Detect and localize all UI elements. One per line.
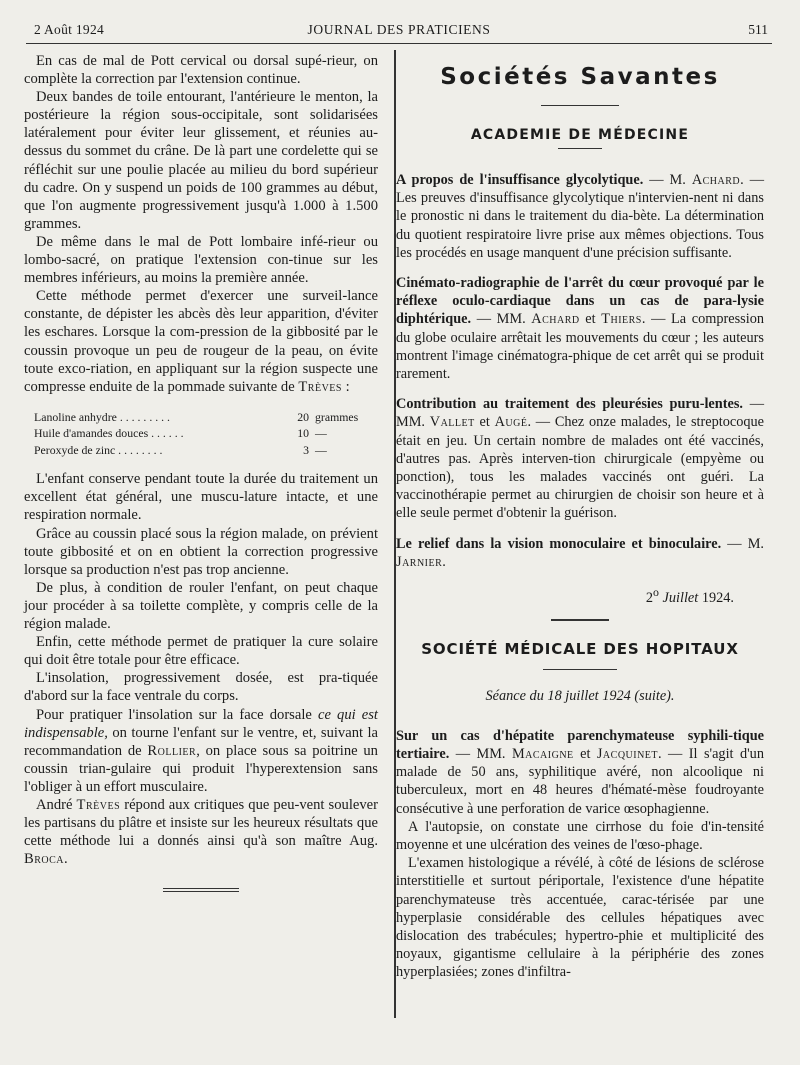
author-name: Trèves (76, 796, 121, 813)
italic-text: ce qui est indispensable, (24, 706, 378, 741)
paragraph-text: , on place sous sa poitrine un coussin trian-gulaire qui produit l'hyperextension sans l'obliger à un effort musculaire. (24, 742, 378, 795)
author-name: Achard (531, 311, 580, 328)
left-column (24, 52, 378, 892)
section-separator (551, 619, 609, 621)
paragraph: L'insolation, progressivement dosée, est pra-tiquée d'abord sur la face ventrale du corps. (24, 670, 378, 705)
author-name: Jarnier (396, 553, 443, 570)
right-column (396, 62, 764, 982)
paragraph-text: : (341, 378, 350, 395)
paragraph-text: André (36, 796, 77, 813)
author-name: Rollier (147, 742, 197, 759)
formula-row (34, 442, 374, 459)
paragraph: L'enfant conserve pendant toute la durée du traitement un excellent état général, une muscu-lature intacte, et une respiration normale. (24, 471, 378, 524)
seance-line: Séance du 18 juillet 1924 (suite). (485, 687, 675, 704)
header-date: 2 Août 1924 (34, 22, 105, 37)
paragraph-text: Pour pratiquer l'insolation sur la face dorsale (36, 706, 312, 723)
article-text: — M. (643, 172, 692, 188)
ingredient-unit: — (315, 442, 327, 457)
ointment-formula (34, 409, 374, 459)
article-text: . — Les preuves d'insuffisance glycolytique n'intervien-nent ni dans le pronostic ni dans le traitement du dia-bète. La détermination du quotient respiratoire livre prise aux mêmes objections. Tous les procédés en usage manquent d'une précision suffisante. (396, 172, 765, 261)
ingredient-quantity: 20 (297, 409, 309, 424)
author-name: Augé (494, 414, 528, 431)
article-text: — MM. (471, 311, 532, 328)
section-rule (543, 669, 617, 670)
paragraph: A l'autopsie, on constate une cirrhose du foie d'in-tensité moyenne et une ulcération des veines de l'œso-phage. (396, 818, 764, 854)
author-name: Trèves (298, 378, 342, 395)
article-text: . — Il s'agit d'un malade de 50 ans, syphilitique avéré, non alcoolique ni tuberculeux, mort en 48 heures d'hématé-mèse foudroyante consécutive à une perforation de varice œsophagienne. (396, 746, 764, 817)
author-name: Broca (24, 851, 65, 868)
article-text: — M. (721, 535, 765, 552)
article (396, 535, 764, 571)
ingredient-unit: grammes (315, 409, 359, 424)
end-rule (163, 891, 239, 892)
article-title: A propos de l'insuffisance glycolytique. (396, 172, 644, 188)
title-rule (541, 105, 619, 106)
ingredient-name: Lanoline anhydre . . . . . . . . . (34, 409, 170, 424)
paragraph-text: Cette méthode permet d'exercer une surveil-lance constante, de dépister les abcès dès leur apparition, d'éviter les eschares. Lorsque la com-pression de la gibbosité par le coussin provoque un peu de rougeur de la peau, on évite toute exco-riation, en appliquant sur la région suspecte une compresse enduite de la pommade suivante de (24, 288, 378, 395)
ingredient-quantity: 10 (297, 426, 309, 441)
paragraph (24, 287, 378, 396)
paragraph-text: répond aux critiques que peu-vent soulever les partisans du plâtre et insiste sur les heureux résultats que cette méthode lui a donnés ainsi qu'à son maître Aug. (24, 796, 378, 850)
paragraph: L'examen histologique a révélé, à côté de lésions de sclérose interstitielle et surtout périportale, l'existence d'une hépatite parenchymateuse très accentuée, carac-térisée par une hyperplasie considérable des cellules hépatiques avec dislocation des trabécules; hypertro-phie et multiplicité des noyaux, gigantisme cellulaire à la périphérie des zones hyperplasiées; zones d'infiltra- (396, 855, 764, 981)
article-text: . — Chez onze malades, le streptocoque était en jeu. Un certain nombre de malades ont été vaccinés, d'autres pas. Après interven-tion chirurgicale (empyème ou ponction), tous les malades vaccinés ont guéri. La vaccinothérapie permet au chirurgien de choisir son heure et à elle seule permet d'obtenir la guérison. (396, 414, 765, 522)
date-day: 2 (645, 589, 653, 606)
article-title: Sur un cas d'hépatite parenchymateuse syphili-tique tertiaire. (396, 727, 764, 763)
article-title: Cinémato-radiographie de l'arrêt du cœur provoqué par le réflexe oculo-cardiaque dans un cas de para-lysie diphtérique. (396, 275, 764, 328)
section-title: ACADEMIE DE MÉDECINE (470, 127, 690, 143)
ingredient-quantity: 3 (303, 442, 309, 457)
page-header (26, 20, 772, 42)
ingredient-unit: — (315, 426, 327, 441)
author-name: Achard (691, 172, 741, 188)
article-text: . — La compression du globe oculaire arrêtait les mouvements du cœur ; les auteurs montrent l'image cinématogra-phique de cet arrêt qui se produit rarement. (396, 311, 764, 383)
paragraph: Enfin, cette méthode permet de pratiquer la cure solaire qui doit être totale pour être efficace. (24, 634, 378, 669)
article (396, 274, 764, 383)
ingredient-name: Peroxyde de zinc . . . . . . . . (34, 442, 163, 457)
paragraph: Grâce au coussin placé sous la région malade, on prévient toute gibbosité et on en obtient la correction progressive lorsque sa production n'est pas trop ancienne. (24, 525, 378, 578)
article-text: . (442, 553, 446, 570)
header-journal-title: JOURNAL DES PRATICIENS (307, 22, 491, 37)
author-name: Thiers (601, 311, 642, 328)
paragraph: Deux bandes de toile entourant, l'antérieure le menton, la postérieure la région sous-occipitale, sont solidarisées latéralement pour éviter leur glissement, et réunies au-dessus du sommet du crâne. De là part une cordelette qui se réfléchit sur une poulie placée au milieu du bord supérieur du cadre. On y suspend un poids de 100 grammes au début, que l'on augmente progressivement jusqu'à 1.000 à 1.500 grammes. (24, 89, 378, 232)
author-name: Vallet (429, 414, 475, 431)
date-ordinal: o (652, 585, 659, 600)
article-text: et (474, 414, 495, 431)
article-text: — MM. (449, 746, 512, 763)
article (396, 395, 764, 522)
article-title: Contribution au traitement des pleurésies puru-lentes. (396, 396, 743, 413)
author-name: Jacquinet (596, 746, 659, 763)
formula-row (34, 425, 374, 442)
formula-row (34, 409, 374, 426)
section-rule (558, 148, 602, 149)
author-name: Macaigne (511, 746, 574, 763)
end-rule (163, 888, 239, 889)
header-page-number: 511 (748, 22, 768, 37)
paragraph (24, 796, 378, 868)
session-date (396, 585, 734, 607)
article-title: Le relief dans la vision monoculaire et binoculaire. (396, 535, 722, 552)
paragraph (24, 706, 378, 796)
paragraph-text: . (64, 851, 68, 868)
article-text: — MM. (396, 396, 765, 431)
paragraph: En cas de mal de Pott cervical ou dorsal supé-rieur, on complète la correction par l'extension continue. (24, 53, 378, 88)
article-text: et (573, 746, 597, 763)
date-month: Juillet (658, 589, 699, 606)
article-text: et (579, 311, 602, 328)
header-rule (26, 43, 772, 44)
ingredient-name: Huile d'amandes douces . . . . . . (34, 426, 184, 441)
date-year: 1924. (698, 589, 734, 606)
section-title: SOCIÉTÉ MÉDICALE DES HOPITAUX (421, 639, 739, 658)
paragraph: De plus, à condition de rouler l'enfant, on peut chaque jour procéder à sa toilette complète, y compris celle de la région malade. (24, 579, 378, 633)
paragraph-text: on tourne l'enfant sur le ventre, et, suivant la recommandation de (24, 724, 378, 759)
article (396, 171, 764, 262)
article (396, 727, 764, 818)
main-title: Sociétés Savantes (440, 64, 720, 90)
paragraph: De même dans le mal de Pott lombaire infé-rieur ou lombo-sacré, on pratique l'extension con-tinue sur les membres inférieurs, au moins la première année. (24, 233, 378, 287)
